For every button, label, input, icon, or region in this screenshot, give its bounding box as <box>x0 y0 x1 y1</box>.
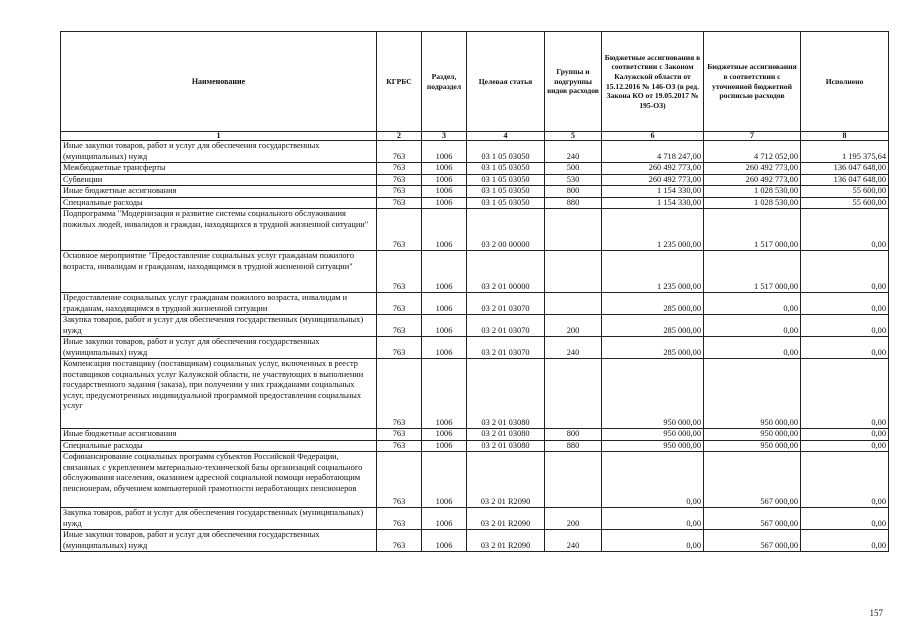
row-budget-refined: 1 517 000,00 <box>704 209 801 251</box>
row-section: 1006 <box>422 197 467 209</box>
row-name: Иные закупки товаров, работ и услуг для обеспечения государственных (муниципальных) нужд <box>61 337 377 359</box>
row-section: 1006 <box>422 141 467 163</box>
row-section: 1006 <box>422 452 467 508</box>
row-name: Межбюджетные трансферты <box>61 163 377 175</box>
row-budget-refined: 567 000,00 <box>704 530 801 552</box>
row-name: Специальные расходы <box>61 197 377 209</box>
budget-table <box>60 31 889 552</box>
row-target: 03 1 05 03050 <box>467 197 545 209</box>
header-executed: Исполнено <box>801 32 889 132</box>
row-budget-law: 1 235 000,00 <box>602 251 704 293</box>
row-budget-law: 4 718 247,00 <box>602 141 704 163</box>
row-budget-refined: 1 028 530,00 <box>704 186 801 198</box>
row-section: 1006 <box>422 508 467 530</box>
row-kgrbs: 763 <box>377 452 422 508</box>
table-row <box>61 440 889 452</box>
row-budget-refined: 0,00 <box>704 293 801 315</box>
table-row <box>61 359 889 429</box>
row-budget-law: 1 154 330,00 <box>602 197 704 209</box>
row-executed: 0,00 <box>801 429 889 441</box>
column-number: 2 <box>377 132 422 141</box>
row-kgrbs: 763 <box>377 530 422 552</box>
row-budget-law: 0,00 <box>602 452 704 508</box>
table-row <box>61 141 889 163</box>
row-kgrbs: 763 <box>377 141 422 163</box>
row-section: 1006 <box>422 251 467 293</box>
row-section: 1006 <box>422 174 467 186</box>
row-target: 03 2 01 03080 <box>467 359 545 429</box>
row-executed: 0,00 <box>801 359 889 429</box>
row-name: Закупка товаров, работ и услуг для обеспечения государственных (муниципальных) нужд <box>61 508 377 530</box>
row-executed: 0,00 <box>801 337 889 359</box>
row-name: Подпрограмма "Модернизация и развитие системы социального обслуживания пожилых людей, инвалидов и граждан, находящихся в трудной жизненной ситуации" <box>61 209 377 251</box>
row-budget-law: 285 000,00 <box>602 293 704 315</box>
row-budget-refined: 260 492 773,00 <box>704 163 801 175</box>
header-name: Наименование <box>61 32 377 132</box>
row-kgrbs: 763 <box>377 440 422 452</box>
row-name: Компенсация поставщику (поставщикам) социальных услуг, включенных в реестр поставщиков социальных услуг Калужской области, не участвующих в выполнении государственного задания (заказа), при получении у них гражданами социальных услуг, предусмотренных индивидуальной программой предоставления социальных услуг <box>61 359 377 429</box>
row-target: 03 2 01 00000 <box>467 251 545 293</box>
row-executed: 0,00 <box>801 530 889 552</box>
row-executed: 1 195 375,64 <box>801 141 889 163</box>
row-executed: 55 600,00 <box>801 197 889 209</box>
row-group <box>545 293 602 315</box>
page-number: 157 <box>869 608 883 618</box>
row-executed: 0,00 <box>801 508 889 530</box>
row-target: 03 2 01 R2090 <box>467 508 545 530</box>
row-section: 1006 <box>422 186 467 198</box>
row-executed: 55 600,00 <box>801 186 889 198</box>
table-row <box>61 530 889 552</box>
row-section: 1006 <box>422 315 467 337</box>
row-section: 1006 <box>422 359 467 429</box>
row-section: 1006 <box>422 530 467 552</box>
header-target: Целевая статья <box>467 32 545 132</box>
row-budget-refined: 950 000,00 <box>704 440 801 452</box>
row-target: 03 2 01 R2090 <box>467 452 545 508</box>
row-group: 530 <box>545 174 602 186</box>
row-kgrbs: 763 <box>377 508 422 530</box>
row-budget-refined: 0,00 <box>704 337 801 359</box>
row-target: 03 1 05 03050 <box>467 186 545 198</box>
row-group: 240 <box>545 141 602 163</box>
row-kgrbs: 763 <box>377 359 422 429</box>
table-row <box>61 174 889 186</box>
row-budget-law: 950 000,00 <box>602 429 704 441</box>
row-group: 240 <box>545 530 602 552</box>
row-group <box>545 452 602 508</box>
row-budget-law: 260 492 773,00 <box>602 174 704 186</box>
row-name: Субвенции <box>61 174 377 186</box>
row-group: 200 <box>545 508 602 530</box>
table-row <box>61 163 889 175</box>
row-budget-law: 285 000,00 <box>602 315 704 337</box>
row-section: 1006 <box>422 209 467 251</box>
row-budget-law: 285 000,00 <box>602 337 704 359</box>
row-budget-law: 950 000,00 <box>602 440 704 452</box>
row-budget-refined: 1 517 000,00 <box>704 251 801 293</box>
row-executed: 136 047 648,00 <box>801 174 889 186</box>
row-name: Софинансирование социальных программ субъектов Российской Федерации, связанных с укреплением материально-технической базы организаций социального обслуживания населения, оказанием адресной социальной помощи неработающим пенсионерам, обучением компьютерной грамотности неработающих пенсионеров <box>61 452 377 508</box>
row-target: 03 2 01 03070 <box>467 315 545 337</box>
row-kgrbs: 763 <box>377 209 422 251</box>
row-budget-refined: 1 028 530,00 <box>704 197 801 209</box>
column-number: 8 <box>801 132 889 141</box>
row-target: 03 2 01 03080 <box>467 440 545 452</box>
row-name: Иные закупки товаров, работ и услуг для обеспечения государственных (муниципальных) нужд <box>61 141 377 163</box>
row-group: 880 <box>545 440 602 452</box>
row-budget-refined: 4 712 052,00 <box>704 141 801 163</box>
column-number: 7 <box>704 132 801 141</box>
header-budget-refined: Бюджетные ассигнования в соответствии с уточненной бюджетной росписью расходов <box>704 32 801 132</box>
row-target: 03 2 01 03080 <box>467 429 545 441</box>
row-executed: 0,00 <box>801 440 889 452</box>
row-budget-refined: 950 000,00 <box>704 429 801 441</box>
row-budget-law: 0,00 <box>602 530 704 552</box>
table-row <box>61 209 889 251</box>
row-group: 240 <box>545 337 602 359</box>
row-group: 200 <box>545 315 602 337</box>
table-row <box>61 452 889 508</box>
row-budget-refined: 260 492 773,00 <box>704 174 801 186</box>
row-executed: 0,00 <box>801 293 889 315</box>
header-section: Раздел, подраздел <box>422 32 467 132</box>
row-executed: 0,00 <box>801 452 889 508</box>
row-target: 03 2 01 R2090 <box>467 530 545 552</box>
row-target: 03 1 05 03050 <box>467 174 545 186</box>
column-number: 1 <box>61 132 377 141</box>
row-target: 03 2 01 03070 <box>467 293 545 315</box>
row-section: 1006 <box>422 293 467 315</box>
column-number: 4 <box>467 132 545 141</box>
row-group <box>545 359 602 429</box>
row-group <box>545 251 602 293</box>
row-budget-law: 260 492 773,00 <box>602 163 704 175</box>
row-section: 1006 <box>422 440 467 452</box>
row-kgrbs: 763 <box>377 186 422 198</box>
row-target: 03 2 01 03070 <box>467 337 545 359</box>
row-group: 800 <box>545 429 602 441</box>
table-row <box>61 293 889 315</box>
row-kgrbs: 763 <box>377 163 422 175</box>
column-number: 3 <box>422 132 467 141</box>
row-kgrbs: 763 <box>377 315 422 337</box>
row-kgrbs: 763 <box>377 337 422 359</box>
table-row <box>61 186 889 198</box>
row-section: 1006 <box>422 163 467 175</box>
row-budget-law: 1 235 000,00 <box>602 209 704 251</box>
header-kgrbs: КГРБС <box>377 32 422 132</box>
table-row <box>61 315 889 337</box>
row-budget-refined: 567 000,00 <box>704 452 801 508</box>
row-executed: 0,00 <box>801 251 889 293</box>
table-row <box>61 429 889 441</box>
row-name: Иные бюджетные ассигнования <box>61 429 377 441</box>
row-budget-refined: 950 000,00 <box>704 359 801 429</box>
header-row <box>61 32 889 132</box>
row-executed: 136 047 648,00 <box>801 163 889 175</box>
header-budget-law: Бюджетные ассигнования в соответствии с Законом Калужской области от 15.12.2016 № 146-ОЗ (в ред. Закона КО от 19.05.2017 № 195-ОЗ) <box>602 32 704 132</box>
row-name: Иные закупки товаров, работ и услуг для обеспечения государственных (муниципальных) нужд <box>61 530 377 552</box>
row-target: 03 1 05 03050 <box>467 163 545 175</box>
row-group: 500 <box>545 163 602 175</box>
row-budget-law: 0,00 <box>602 508 704 530</box>
row-section: 1006 <box>422 337 467 359</box>
row-name: Основное мероприятие "Предоставление социальных услуг гражданам пожилого возраста, инвалидам и гражданам, находящимся в трудной жизненной ситуации" <box>61 251 377 293</box>
table-row <box>61 508 889 530</box>
row-kgrbs: 763 <box>377 429 422 441</box>
row-section: 1006 <box>422 429 467 441</box>
column-number: 6 <box>602 132 704 141</box>
row-executed: 0,00 <box>801 209 889 251</box>
row-name: Иные бюджетные ассигнования <box>61 186 377 198</box>
table-row <box>61 251 889 293</box>
row-executed: 0,00 <box>801 315 889 337</box>
row-budget-refined: 0,00 <box>704 315 801 337</box>
column-number-row <box>61 132 889 141</box>
row-target: 03 1 05 03050 <box>467 141 545 163</box>
row-target: 03 2 00 00000 <box>467 209 545 251</box>
row-budget-law: 1 154 330,00 <box>602 186 704 198</box>
table-row <box>61 337 889 359</box>
row-group <box>545 209 602 251</box>
row-budget-law: 950 000,00 <box>602 359 704 429</box>
row-kgrbs: 763 <box>377 293 422 315</box>
row-kgrbs: 763 <box>377 197 422 209</box>
row-kgrbs: 763 <box>377 251 422 293</box>
row-name: Закупка товаров, работ и услуг для обеспечения государственных (муниципальных) нужд <box>61 315 377 337</box>
row-budget-refined: 567 000,00 <box>704 508 801 530</box>
column-number: 5 <box>545 132 602 141</box>
table-row <box>61 197 889 209</box>
row-kgrbs: 763 <box>377 174 422 186</box>
row-group: 800 <box>545 186 602 198</box>
row-name: Специальные расходы <box>61 440 377 452</box>
header-groups: Группы и подгруппы видов расходов <box>545 32 602 132</box>
row-group: 880 <box>545 197 602 209</box>
row-name: Предоставление социальных услуг гражданам пожилого возраста, инвалидам и гражданам, находящимся в трудной жизненной ситуации <box>61 293 377 315</box>
